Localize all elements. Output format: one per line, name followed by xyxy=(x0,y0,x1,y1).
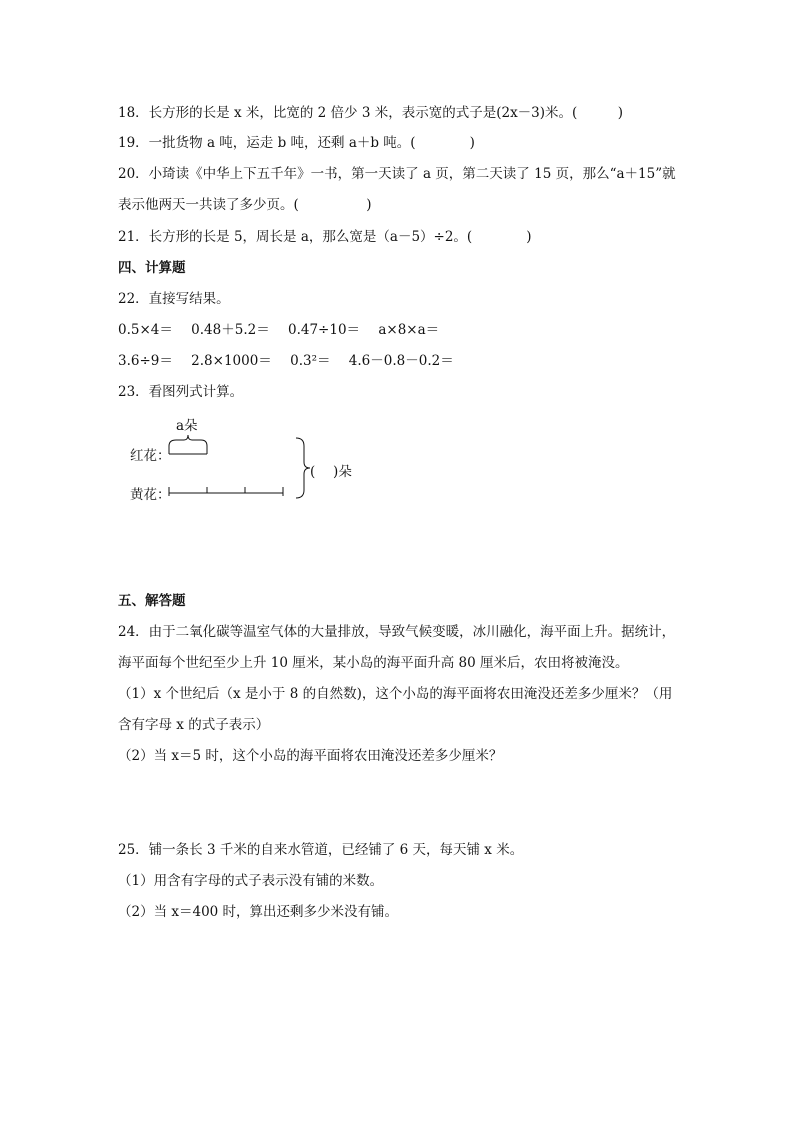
calc-item: 2.8×1000＝ xyxy=(191,353,272,369)
question-21: 21．长方形的长是 5，周长是 a，那么宽是（a－5）÷2。( ) xyxy=(118,229,532,245)
calc-item: a×8×a＝ xyxy=(378,322,440,338)
question-24-part-2: （2）当 x＝5 时，这个小岛的海平面将农田淹没还差多少厘米？ xyxy=(118,748,503,764)
calc-item: 0.3²＝ xyxy=(290,353,331,369)
calc-row-1 xyxy=(118,320,453,340)
total-answer-blank: ( )朵 xyxy=(310,464,352,480)
section-heading-calculation: 四、计算题 xyxy=(118,260,186,276)
calc-item: 0.5×4＝ xyxy=(118,322,173,338)
yellow-flower-label: 黄花： xyxy=(130,487,171,503)
question-18: 18．长方形的长是 x 米，比宽的 2 倍少 3 米，表示宽的式子是(2x－3)米。( ) xyxy=(118,105,624,121)
calc-item: 4.6－0.8－0.2＝ xyxy=(348,353,454,369)
question-23: 23．看图列式计算。 xyxy=(118,384,244,400)
question-25-part-1: （1）用含有字母的式子表示没有铺的米数。 xyxy=(118,873,384,889)
calc-item: 0.47÷10＝ xyxy=(288,322,361,338)
question-24-line-2: 海平面每个世纪至少上升 10 厘米，某小岛的海平面升高 80 厘米后，农田将被淹没。 xyxy=(118,655,629,671)
red-flower-brace xyxy=(169,435,207,454)
calc-item: 0.48＋5.2＝ xyxy=(191,322,270,338)
question-22: 22．直接写结果。 xyxy=(118,291,230,307)
flower-diagram xyxy=(118,410,418,515)
diagram-lines xyxy=(118,410,418,515)
question-24-line-1: 24．由于二氧化碳等温室气体的大量排放，导致气候变暖，冰川融化，海平面上升。据统计， xyxy=(118,624,676,640)
question-24-part-1-line-1: （1）x 个世纪后（x 是小于 8 的自然数)，这个小岛的海平面将农田淹没还差多少厘米？（用 xyxy=(118,686,673,702)
section-heading-word-problems: 五、解答题 xyxy=(118,593,186,609)
question-19: 19．一批货物 a 吨，运走 b 吨，还剩 a＋b 吨。( ) xyxy=(118,135,475,151)
red-flower-label: 红花： xyxy=(130,448,171,464)
question-20-line-2: 表示他两天一共读了多少页。( ) xyxy=(118,197,372,213)
question-24-part-1-line-2: 含有字母 x 的式子表示） xyxy=(118,717,270,733)
question-25: 25．铺一条长 3 千米的自来水管道，已经铺了 6 天，每天铺 x 米。 xyxy=(118,842,524,858)
calc-row-2 xyxy=(118,351,468,371)
total-brace xyxy=(296,438,310,498)
question-25-part-2: （2）当 x＝400 时，算出还剩多少米没有铺。 xyxy=(118,904,399,920)
red-flower-quantity-label: a朵 xyxy=(176,418,198,434)
calc-item: 3.6÷9＝ xyxy=(118,353,173,369)
question-20-line-1: 20．小琦读《中华上下五千年》一书，第一天读了 a 页，第二天读了 15 页，那么“a＋15”就 xyxy=(118,166,676,182)
